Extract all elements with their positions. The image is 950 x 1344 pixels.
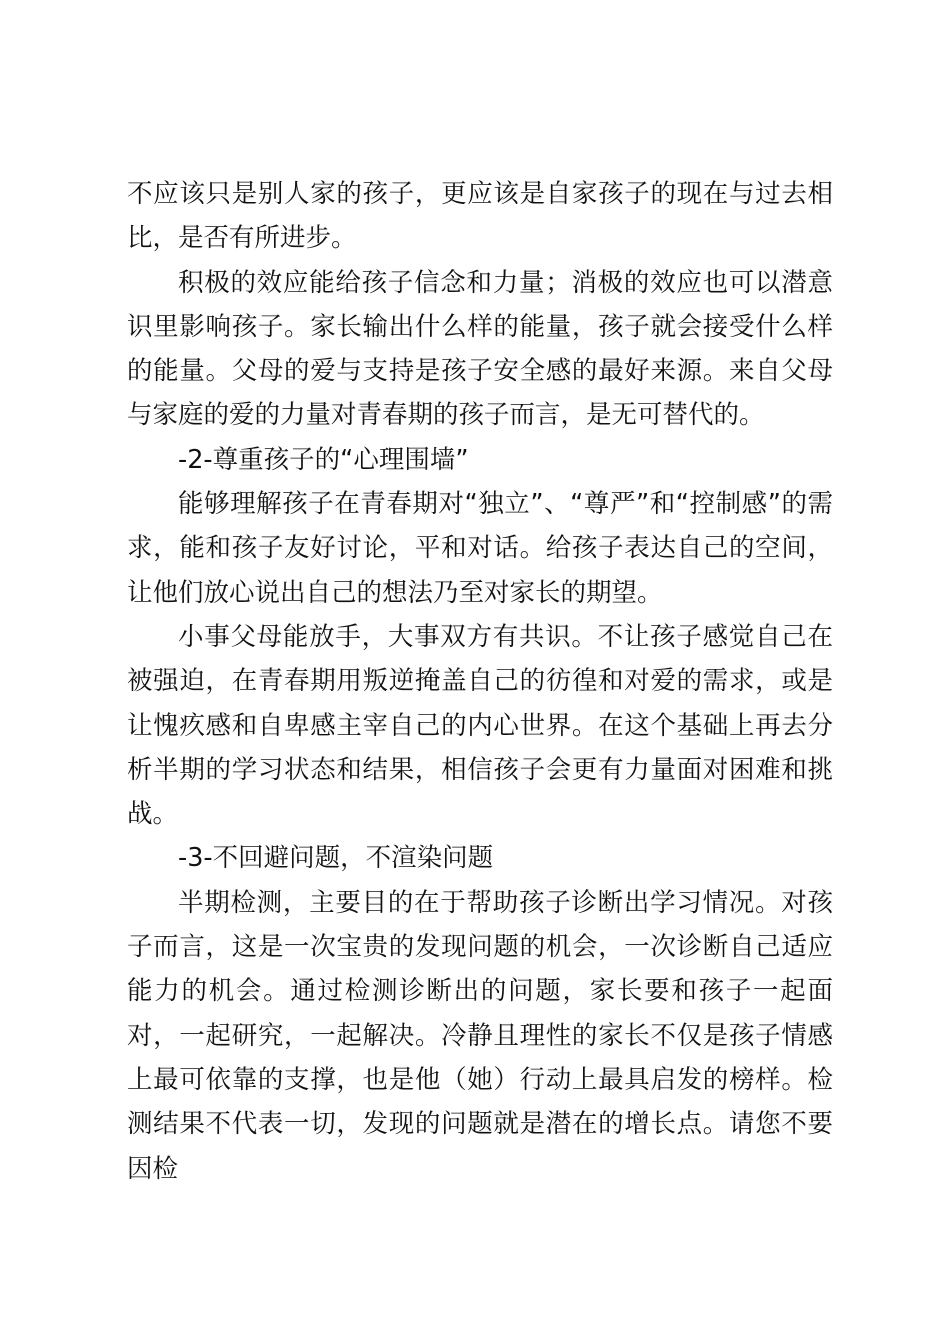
document-body (127, 172, 833, 1191)
paragraph-continuation: 不应该只是别人家的孩子，更应该是自家孩子的现在与过去相比，是否有所进步。 (127, 179, 833, 254)
section-heading-3: -3-不回避问题，不渲染问题 (178, 843, 494, 874)
paragraph-understand-needs: 能够理解孩子在青春期对“独立”、“尊严”和“控制感”的需求，能和孩子友好讨论，平和对话。给孩子表达自己的空间，让他们放心说出自己的想法乃至对家长的期望。 (127, 489, 833, 608)
paragraph-positive-effect: 积极的效应能给孩子信念和力量；消极的效应也可以潜意识里影响孩子。家长输出什么样的能量，孩子就会接受什么样的能量。父母的爱与支持是孩子安全感的最好来源。来自父母与家庭的爱的力量对青春期的孩子而言，是无可替代的。 (127, 267, 833, 431)
paragraph-let-go: 小事父母能放手，大事双方有共识。不让孩子感觉自己在被强迫，在青春期用叛逆掩盖自己的彷徨和对爱的需求，或是让愧疚感和自卑感主宰自己的内心世界。在这个基础上再去分析半期的学习状态和结果，相信孩子会更有力量面对困难和挑战。 (127, 621, 833, 830)
section-heading-2: -2-尊重孩子的“心理围墙” (178, 444, 469, 475)
paragraph-midterm-exam: 半期检测，主要目的在于帮助孩子诊断出学习情况。对孩子而言，这是一次宝贵的发现问题的机会，一次诊断自己适应能力的机会。通过检测诊断出的问题，家长要和孩子一起面对，一起研究，一起解决。冷静且理性的家长不仅是孩子情感上最可依靠的支撑，也是他（她）行动上最具启发的榜样。检测结果不代表一切，发现的问题就是潜在的增长点。请您不要因检 (127, 887, 833, 1184)
